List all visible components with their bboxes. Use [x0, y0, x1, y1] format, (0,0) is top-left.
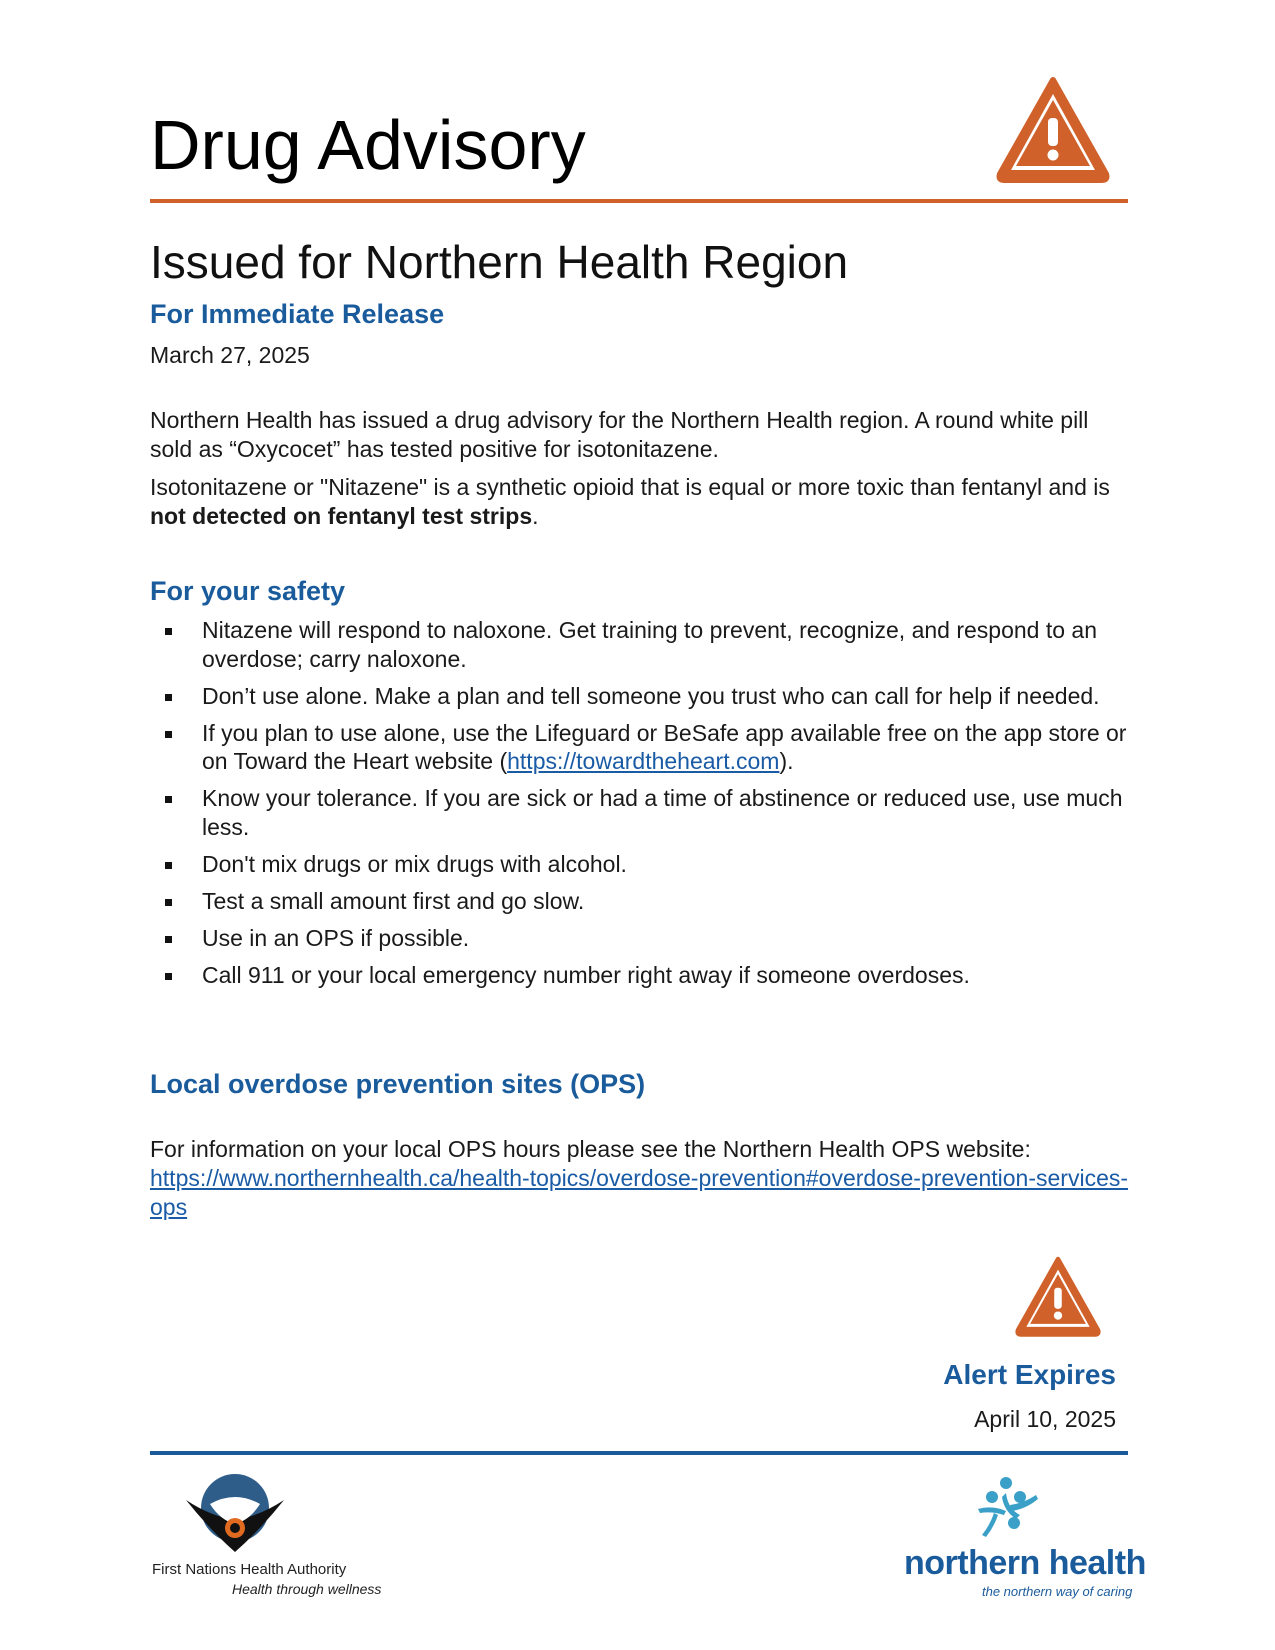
ops-website-link[interactable]: https://www.northernhealth.ca/health-topics/overdose-prevention#overdose-prevention-services-ops: [150, 1165, 1129, 1220]
list-item: Nitazene will respond to naloxone. Get training to prevent, recognize, and respond to an overdose; carry naloxone.: [150, 616, 1140, 673]
warning-triangle-icon: [992, 72, 1114, 186]
list-item: Know your tolerance. If you are sick or had a time of abstinence or reduced use, use much less.: [150, 784, 1140, 841]
footer-divider: [150, 1451, 1128, 1455]
list-item: Use in an OPS if possible.: [150, 924, 1140, 953]
warning-triangle-icon: [1012, 1253, 1104, 1339]
safety-heading: For your safety: [150, 576, 346, 606]
header-divider: [150, 199, 1128, 203]
release-label: For Immediate Release: [150, 299, 445, 329]
issue-date: March 27, 2025: [150, 342, 310, 368]
fentanyl-strip-warning: not detected on fentanyl test strips: [150, 503, 533, 529]
alert-expires-label: Alert Expires: [943, 1359, 1116, 1390]
northern-health-tagline: the northern way of caring: [982, 1584, 1133, 1599]
alert-expires-date: April 10, 2025: [974, 1406, 1116, 1432]
safety-list: [150, 616, 1140, 998]
toward-the-heart-link[interactable]: https://towardtheheart.com: [507, 748, 780, 774]
list-item: Test a small amount first and go slow.: [150, 887, 1140, 916]
northern-health-name: northern health: [904, 1544, 1146, 1582]
fnha-name: First Nations Health Authority: [152, 1561, 347, 1578]
advisory-region-heading: Issued for Northern Health Region: [150, 236, 849, 288]
list-item: Don’t use alone. Make a plan and tell someone you trust who can call for help if needed.: [150, 682, 1140, 711]
ops-paragraph: For information on your local OPS hours please see the Northern Health OPS website: https://www.northernhealth.ca/health-topics/overdose-prevention#overdose-prevention-services-ops: [150, 1136, 1129, 1220]
list-item: Don't mix drugs or mix drugs with alcohol.: [150, 850, 1140, 879]
ops-heading: Local overdose prevention sites (OPS): [150, 1069, 646, 1099]
northern-health-logo: [970, 1475, 1042, 1545]
fnha-logo: [180, 1470, 290, 1560]
nitazene-paragraph: Isotonitazene or "Nitazene" is a synthetic opioid that is equal or more toxic than fentanyl and is not detected on fentanyl test strips.: [150, 474, 1110, 529]
list-item: Call 911 or your local emergency number right away if someone overdoses.: [150, 961, 1140, 990]
page-title: Drug Advisory: [150, 106, 586, 184]
fnha-tagline: Health through wellness: [232, 1581, 382, 1597]
list-item: If you plan to use alone, use the Lifeguard or BeSafe app available free on the app store or on Toward the Heart website (https://towardtheheart.com).: [150, 719, 1140, 776]
intro-paragraph: Northern Health has issued a drug advisory for the Northern Health region. A round white pill sold as “Oxycocet” has tested positive for isotonitazene.: [150, 407, 1089, 462]
